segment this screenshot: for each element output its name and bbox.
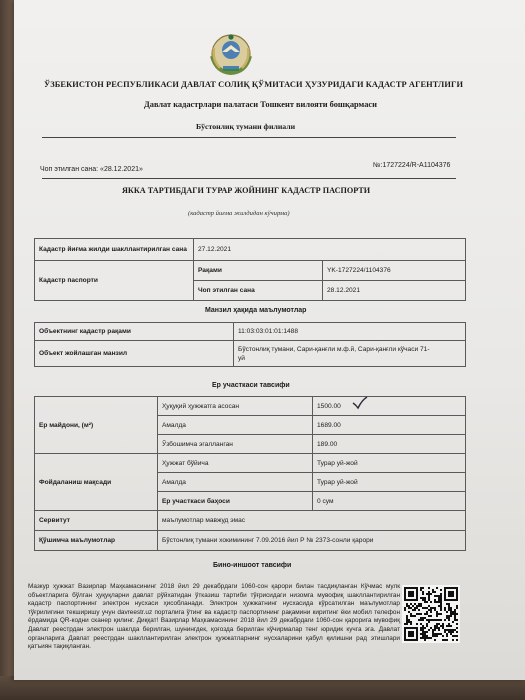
cadastre-number-value: 11:03:03:01:01:1488 (234, 323, 466, 341)
passport-table (34, 238, 466, 301)
passport-number-value: YK-1727224/1104376 (323, 261, 466, 281)
land-value-value: 0 сум (313, 492, 466, 511)
address-table (34, 322, 466, 367)
additional-info-value: Бўстонлиқ тумани хокимининг 7.09.2016 йил Р № 2373-сонли қарори (158, 531, 466, 551)
state-emblem-icon (208, 30, 254, 76)
object-address-value: Бўстонлиқ тумани, Сари-қанғли м.ф.й, Сари-қанғли кўчаси 71- уй (234, 341, 466, 367)
additional-info-label: Қўшимча маълумотлар (35, 531, 158, 551)
passport-label: Кадастр паспорти (35, 261, 194, 301)
land-area-label: Ер майдони, (м²) (35, 397, 158, 454)
legal-notice: Мазкур ҳужжат Вазирлар Маҳкамасининг 2018 йил 29 декабрдаги 1060-сон қарори билан тасдиқланган Кўчмас мулк объектларига бўлган ҳуқуқларни давлат рўйхатидан ўтказиш тартиби тўғрисидаги низомга мувофиқ шакллантирилган кадастр паспортининг электрон нусхаси ҳисобланади. Электрон ҳужжатнинг нусхасида кўрсатилган маълумотлар тўғрилигини текширишу учун davreestr.uz порталига ўтинг ва кадастр паспортининг рақамини киритинг ёки мобил телефон ёрдамида QR-кодни сканер қилинг. Диққат! Вазирлар Маҳкамасининг 2018 йил 29 декабрдаги 1060-сон қарорига мувофиқ Давлат реестрдан электрон шаклда берилган, шунингдек, қоғозда берилган кўчирмалар тенг юридик кучга эга. Давлат органларига Давлат реестрдан шакллантирилган электрон ҳужжатларнинг нусхаларини қабул қилишни рад этишлари қатъиян тақиқланган. (28, 583, 400, 651)
branch-name: Бўстонлиқ тумани филиали (196, 122, 296, 131)
agency-name: ЎЗБЕКИСТОН РЕСПУБЛИКАСИ ДАВЛАТ СОЛИҚ ҚЎМИТАСИ ҲУЗУРИДАГИ КАДАСТР АГЕНТЛИГИ (44, 80, 464, 89)
object-address-label: Объект жойлашган манзил (35, 341, 234, 367)
document-number: №:1727224/R-A1104376 (373, 162, 451, 169)
address-heading: Манзил ҳақида маълумотлар (205, 307, 307, 314)
land-use-label: Фойдаланиш мақсади (35, 454, 158, 511)
legal-area-value: 1500.00 (313, 397, 466, 416)
servitude-label: Сервитут (35, 511, 158, 531)
chamber-name: Давлат кадастрлари палатаси Тошкент вилояти бошқармаси (144, 100, 377, 109)
use-by-document-value: Турар уй-жой (313, 454, 466, 473)
header-divider (42, 137, 456, 138)
cadastre-number-label: Объектнинг кадастр рақами (35, 323, 234, 341)
unauthorized-area-value: 189.00 (313, 435, 466, 454)
actual-area-label: Амалда (158, 416, 313, 435)
land-table (34, 396, 466, 551)
buildings-heading: Бино-иншоот тавсифи (213, 562, 292, 569)
passport-print-label: Чоп этилган сана (194, 281, 323, 301)
passport-number-label: Рақами (194, 261, 323, 281)
use-by-document-label: Ҳужжат бўйича (158, 454, 313, 473)
qr-code-icon (402, 585, 460, 643)
use-actual-value: Турар уй-жой (313, 473, 466, 492)
document-subtitle: (кадастр йиғма жилдидан кўчирма) (188, 210, 290, 217)
land-heading: Ер участкаси тавсифи (212, 382, 290, 389)
servitude-value: маълумотлар мавжуд эмас (158, 511, 466, 531)
document-title: ЯККА ТАРТИБДАГИ ТУРАР ЖОЙНИНГ КАДАСТР ПАСПОРТИ (122, 186, 371, 195)
use-actual-label: Амалда (158, 473, 313, 492)
land-value-label: Ер участкаси баҳоси (158, 492, 313, 511)
meta-divider (42, 178, 456, 179)
unauthorized-area-label: Ўзбошимча эгалланган (158, 435, 313, 454)
print-date: Чоп этилган сана: «28.12.2021» (40, 166, 143, 173)
passport-print-value: 28.12.2021 (323, 281, 466, 301)
folder-date-value: 27.12.2021 (194, 239, 466, 261)
legal-area-label: Ҳуқуқий ҳужжатга асосан (158, 397, 313, 416)
folder-date-label: Кадастр йиғма жилди шакллантирилган сана (35, 239, 194, 261)
actual-area-value: 1689.00 (313, 416, 466, 435)
checkmark-icon (352, 396, 368, 410)
desk-surface (0, 0, 14, 700)
